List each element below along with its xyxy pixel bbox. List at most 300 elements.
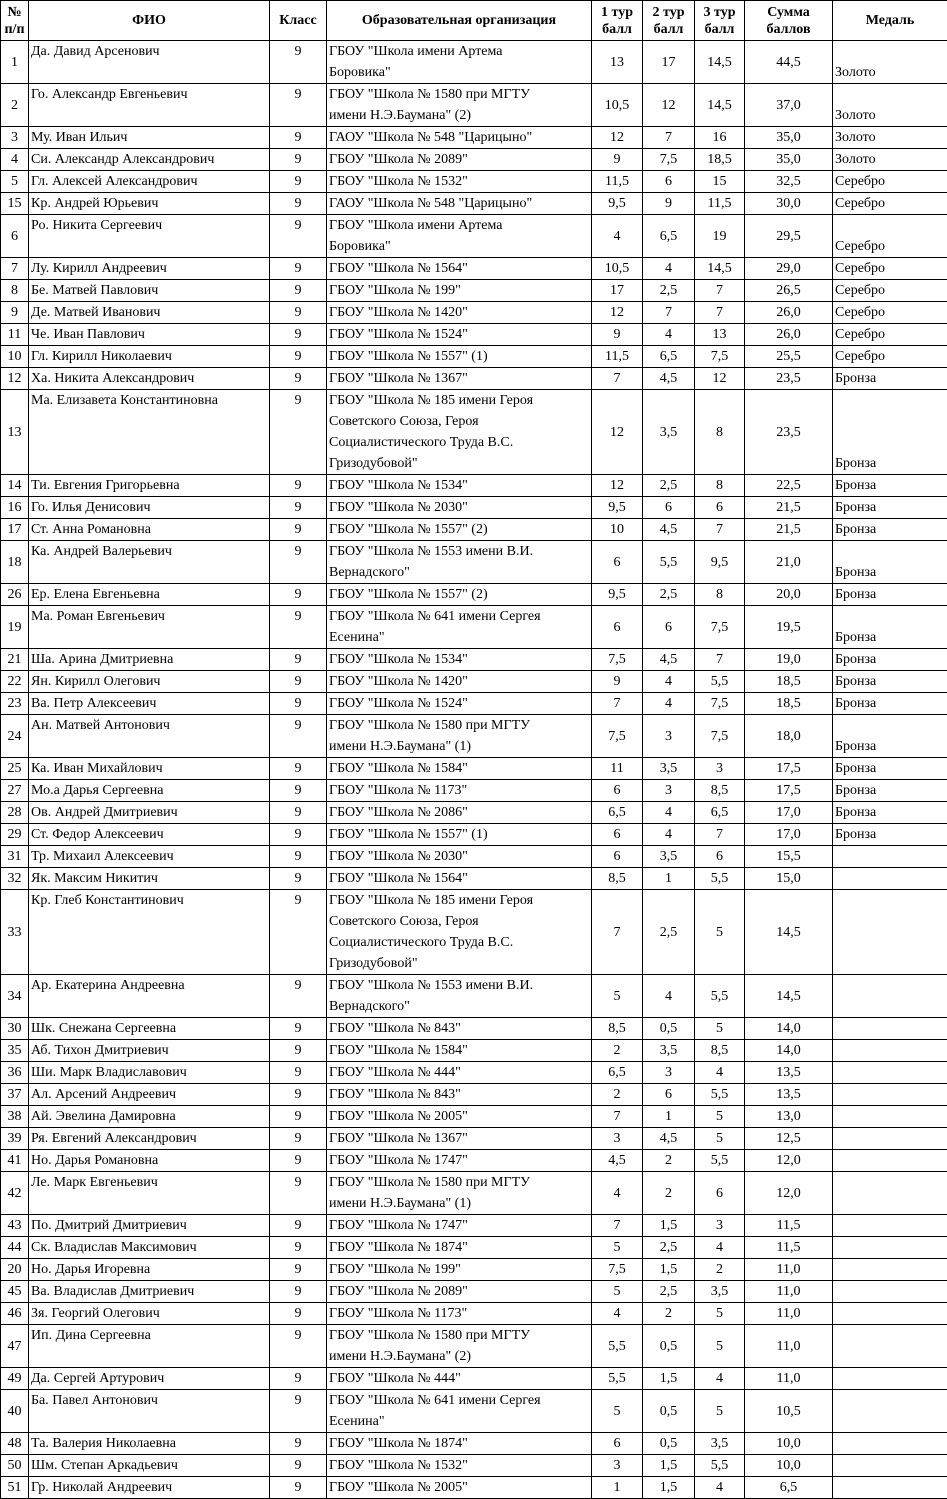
round-2-score: 6,5	[643, 215, 695, 258]
medal	[833, 1106, 947, 1128]
table-row	[1, 715, 947, 758]
table-row	[1, 890, 947, 975]
round-1-score: 7,5	[592, 649, 643, 671]
organization	[327, 475, 592, 497]
grade-class: 9	[270, 1062, 327, 1084]
organization-line: ГБОУ "Школа № 2086"	[329, 802, 589, 823]
medal	[833, 1433, 947, 1455]
grade-class: 9	[270, 368, 327, 390]
round-1-score: 4	[592, 1172, 643, 1215]
grade-class: 9	[270, 780, 327, 802]
round-1-score: 10	[592, 519, 643, 541]
table-row	[1, 671, 947, 693]
total-score: 10,0	[745, 1433, 833, 1455]
round-3-score: 5	[695, 1128, 745, 1150]
round-1-score: 5,5	[592, 1325, 643, 1368]
organization	[327, 890, 592, 975]
round-2-score: 0,5	[643, 1018, 695, 1040]
total-score: 11,5	[745, 1215, 833, 1237]
round-3-score: 5,5	[695, 975, 745, 1018]
organization	[327, 41, 592, 84]
round-1-score: 6	[592, 541, 643, 584]
round-2-score: 4	[643, 693, 695, 715]
grade-class: 9	[270, 1477, 327, 1499]
round-2-score: 6,5	[643, 346, 695, 368]
grade-class: 9	[270, 1259, 327, 1281]
table-row	[1, 390, 947, 475]
round-3-score: 7	[695, 302, 745, 324]
organization	[327, 846, 592, 868]
total-score: 18,5	[745, 671, 833, 693]
grade-class: 9	[270, 649, 327, 671]
medal: Бронза	[833, 824, 947, 846]
round-3-score: 3	[695, 758, 745, 780]
grade-class: 9	[270, 584, 327, 606]
round-1-score: 3	[592, 1455, 643, 1477]
round-2-score: 6	[643, 606, 695, 649]
medal	[833, 846, 947, 868]
total-score: 6,5	[745, 1477, 833, 1499]
table-row	[1, 1106, 947, 1128]
round-3-score: 7,5	[695, 715, 745, 758]
medal: Бронза	[833, 584, 947, 606]
row-number: 24	[1, 715, 29, 758]
row-number: 28	[1, 802, 29, 824]
row-number: 46	[1, 1303, 29, 1325]
grade-class: 9	[270, 324, 327, 346]
grade-class: 9	[270, 1325, 327, 1368]
organization-line: Социалистического Труда В.С.	[329, 432, 589, 453]
table-row	[1, 497, 947, 519]
student-name: Ти. Евгения Григорьевна	[29, 475, 270, 497]
table-row	[1, 1303, 947, 1325]
organization-line: ГБОУ "Школа № 1557" (1)	[329, 346, 589, 367]
row-number: 37	[1, 1084, 29, 1106]
table-row	[1, 324, 947, 346]
organization-line: ГБОУ "Школа № 1580 при МГТУ	[329, 1325, 589, 1346]
organization-line: ГБОУ "Школа № 2089"	[329, 149, 589, 170]
medal: Серебро	[833, 258, 947, 280]
table-row	[1, 258, 947, 280]
medal: Серебро	[833, 193, 947, 215]
row-number: 22	[1, 671, 29, 693]
medal: Серебро	[833, 346, 947, 368]
medal	[833, 1128, 947, 1150]
medal: Бронза	[833, 390, 947, 475]
table-row	[1, 693, 947, 715]
student-name: Мо.а Дарья Сергеевна	[29, 780, 270, 802]
grade-class: 9	[270, 541, 327, 584]
round-3-score: 8,5	[695, 1040, 745, 1062]
round-2-score: 6	[643, 171, 695, 193]
grade-class: 9	[270, 497, 327, 519]
round-1-score: 5	[592, 1237, 643, 1259]
row-number: 42	[1, 1172, 29, 1215]
grade-class: 9	[270, 127, 327, 149]
organization-line: имени Н.Э.Баумана" (1)	[329, 1193, 589, 1214]
total-score: 11,0	[745, 1303, 833, 1325]
grade-class: 9	[270, 1172, 327, 1215]
round-2-score: 4,5	[643, 519, 695, 541]
table-row	[1, 171, 947, 193]
medal: Бронза	[833, 497, 947, 519]
row-number: 30	[1, 1018, 29, 1040]
organization	[327, 606, 592, 649]
header-medal: Медаль	[833, 1, 947, 41]
round-2-score: 1,5	[643, 1259, 695, 1281]
round-1-score: 6	[592, 780, 643, 802]
row-number: 11	[1, 324, 29, 346]
round-2-score: 1	[643, 1106, 695, 1128]
table-row	[1, 280, 947, 302]
organization	[327, 390, 592, 475]
total-score: 11,5	[745, 1237, 833, 1259]
row-number: 8	[1, 280, 29, 302]
medal: Бронза	[833, 649, 947, 671]
organization	[327, 715, 592, 758]
medal: Бронза	[833, 715, 947, 758]
round-3-score: 6	[695, 846, 745, 868]
total-score: 23,5	[745, 390, 833, 475]
student-name: Кр. Глеб Константинович	[29, 890, 270, 975]
row-number: 25	[1, 758, 29, 780]
total-score: 20,0	[745, 584, 833, 606]
row-number: 45	[1, 1281, 29, 1303]
organization	[327, 280, 592, 302]
round-3-score: 15	[695, 171, 745, 193]
total-score: 26,0	[745, 302, 833, 324]
grade-class: 9	[270, 1368, 327, 1390]
header-organization: Образовательная организация	[327, 1, 592, 41]
medal: Бронза	[833, 802, 947, 824]
total-score: 19,0	[745, 649, 833, 671]
round-2-score: 9	[643, 193, 695, 215]
organization-line: ГБОУ "Школа № 1532"	[329, 171, 589, 192]
row-number: 41	[1, 1150, 29, 1172]
organization-line: ГБОУ "Школа № 843"	[329, 1084, 589, 1105]
student-name: Гл. Кирилл Николаевич	[29, 346, 270, 368]
row-number: 5	[1, 171, 29, 193]
organization	[327, 541, 592, 584]
medal: Серебро	[833, 280, 947, 302]
row-number: 35	[1, 1040, 29, 1062]
header-round-2: 2 тур балл	[643, 1, 695, 41]
organization-line: ГБОУ "Школа № 2005"	[329, 1106, 589, 1127]
grade-class: 9	[270, 1455, 327, 1477]
round-1-score: 5	[592, 1281, 643, 1303]
round-3-score: 13	[695, 324, 745, 346]
round-1-score: 8,5	[592, 868, 643, 890]
round-2-score: 2,5	[643, 280, 695, 302]
grade-class: 9	[270, 671, 327, 693]
table-row	[1, 1390, 947, 1433]
round-3-score: 5,5	[695, 868, 745, 890]
organization-line: ГБОУ "Школа № 1557" (2)	[329, 519, 589, 540]
total-score: 23,5	[745, 368, 833, 390]
round-1-score: 11,5	[592, 171, 643, 193]
round-2-score: 4	[643, 824, 695, 846]
round-3-score: 5	[695, 890, 745, 975]
row-number: 27	[1, 780, 29, 802]
round-1-score: 2	[592, 1084, 643, 1106]
medal: Бронза	[833, 758, 947, 780]
grade-class: 9	[270, 193, 327, 215]
row-number: 33	[1, 890, 29, 975]
organization	[327, 1237, 592, 1259]
round-2-score: 4,5	[643, 649, 695, 671]
round-2-score: 7,5	[643, 149, 695, 171]
grade-class: 9	[270, 846, 327, 868]
round-2-score: 2,5	[643, 584, 695, 606]
round-3-score: 8	[695, 475, 745, 497]
round-1-score: 5	[592, 1390, 643, 1433]
medal	[833, 1215, 947, 1237]
row-number: 48	[1, 1433, 29, 1455]
organization	[327, 824, 592, 846]
student-name: Ха. Никита Александрович	[29, 368, 270, 390]
round-3-score: 2	[695, 1259, 745, 1281]
student-name: Ай. Эвелина Дамировна	[29, 1106, 270, 1128]
total-score: 17,0	[745, 824, 833, 846]
total-score: 35,0	[745, 149, 833, 171]
organization-line: ГБОУ "Школа № 2005"	[329, 1477, 589, 1498]
organization-line: Гризодубовой"	[329, 953, 589, 974]
student-name: Зя. Георгий Олегович	[29, 1303, 270, 1325]
row-number: 14	[1, 475, 29, 497]
medal	[833, 1172, 947, 1215]
round-1-score: 7	[592, 890, 643, 975]
total-score: 22,5	[745, 475, 833, 497]
organization-line: ГБОУ "Школа № 1524"	[329, 693, 589, 714]
round-2-score: 4	[643, 258, 695, 280]
medal	[833, 1390, 947, 1433]
organization-line: ГБОУ "Школа № 199"	[329, 1259, 589, 1280]
organization-line: ГБОУ "Школа № 1584"	[329, 1040, 589, 1061]
round-2-score: 2,5	[643, 890, 695, 975]
round-1-score: 7	[592, 368, 643, 390]
medal: Бронза	[833, 780, 947, 802]
table-row	[1, 1325, 947, 1368]
table-row	[1, 84, 947, 127]
round-2-score: 1	[643, 868, 695, 890]
student-name: Ши. Марк Владиславович	[29, 1062, 270, 1084]
round-2-score: 7	[643, 127, 695, 149]
table-row	[1, 1084, 947, 1106]
total-score: 11,0	[745, 1281, 833, 1303]
medal	[833, 1018, 947, 1040]
round-3-score: 3,5	[695, 1433, 745, 1455]
round-2-score: 4	[643, 975, 695, 1018]
grade-class: 9	[270, 1433, 327, 1455]
row-number: 3	[1, 127, 29, 149]
organization	[327, 1368, 592, 1390]
row-number: 12	[1, 368, 29, 390]
grade-class: 9	[270, 41, 327, 84]
round-1-score: 6	[592, 846, 643, 868]
organization-line: ГБОУ "Школа № 1553 имени В.И.	[329, 541, 589, 562]
row-number: 17	[1, 519, 29, 541]
round-1-score: 4	[592, 215, 643, 258]
round-2-score: 4,5	[643, 1128, 695, 1150]
total-score: 18,0	[745, 715, 833, 758]
round-3-score: 5,5	[695, 671, 745, 693]
organization-line: ГАОУ "Школа № 548 "Царицыно"	[329, 193, 589, 214]
round-1-score: 11	[592, 758, 643, 780]
round-1-score: 4	[592, 1303, 643, 1325]
round-2-score: 2	[643, 1172, 695, 1215]
total-score: 17,5	[745, 780, 833, 802]
organization-line: ГБОУ "Школа № 843"	[329, 1018, 589, 1039]
total-score: 15,0	[745, 868, 833, 890]
row-number: 23	[1, 693, 29, 715]
round-2-score: 1,5	[643, 1215, 695, 1237]
organization-line: ГБОУ "Школа № 1420"	[329, 302, 589, 323]
organization-line: ГБОУ "Школа № 444"	[329, 1368, 589, 1389]
grade-class: 9	[270, 1215, 327, 1237]
round-2-score: 3	[643, 715, 695, 758]
medal	[833, 1455, 947, 1477]
round-3-score: 8	[695, 390, 745, 475]
round-3-score: 11,5	[695, 193, 745, 215]
student-name: Кр. Андрей Юрьевич	[29, 193, 270, 215]
table-row	[1, 149, 947, 171]
round-1-score: 9	[592, 671, 643, 693]
round-3-score: 5,5	[695, 1455, 745, 1477]
student-name: Но. Дарья Романовна	[29, 1150, 270, 1172]
total-score: 10,5	[745, 1390, 833, 1433]
organization-line: ГБОУ "Школа № 185 имени Героя	[329, 390, 589, 411]
round-3-score: 3,5	[695, 1281, 745, 1303]
round-2-score: 4,5	[643, 368, 695, 390]
organization	[327, 780, 592, 802]
round-2-score: 2	[643, 1150, 695, 1172]
table-row	[1, 802, 947, 824]
round-2-score: 17	[643, 41, 695, 84]
round-3-score: 7	[695, 649, 745, 671]
student-name: Та. Валерия Николаевна	[29, 1433, 270, 1455]
student-name: Ма. Елизавета Константиновна	[29, 390, 270, 475]
row-number: 51	[1, 1477, 29, 1499]
organization-line: ГБОУ "Школа № 1557" (1)	[329, 824, 589, 845]
student-name: Як. Максим Никитич	[29, 868, 270, 890]
student-name: Ле. Марк Евгеньевич	[29, 1172, 270, 1215]
organization	[327, 1433, 592, 1455]
total-score: 13,5	[745, 1062, 833, 1084]
organization	[327, 1215, 592, 1237]
total-score: 11,0	[745, 1368, 833, 1390]
student-name: Аб. Тихон Дмитриевич	[29, 1040, 270, 1062]
round-1-score: 5	[592, 975, 643, 1018]
student-name: Ва. Владислав Дмитриевич	[29, 1281, 270, 1303]
table-row	[1, 193, 947, 215]
round-2-score: 3,5	[643, 390, 695, 475]
row-number: 21	[1, 649, 29, 671]
total-score: 26,0	[745, 324, 833, 346]
row-number: 39	[1, 1128, 29, 1150]
grade-class: 9	[270, 215, 327, 258]
organization	[327, 1062, 592, 1084]
round-1-score: 9	[592, 324, 643, 346]
round-1-score: 3	[592, 1128, 643, 1150]
row-number: 16	[1, 497, 29, 519]
round-2-score: 6	[643, 1084, 695, 1106]
student-name: Ря. Евгений Александрович	[29, 1128, 270, 1150]
row-number: 31	[1, 846, 29, 868]
total-score: 13,0	[745, 1106, 833, 1128]
organization-line: ГБОУ "Школа № 444"	[329, 1062, 589, 1083]
total-score: 35,0	[745, 127, 833, 149]
round-2-score: 3,5	[643, 846, 695, 868]
organization-line: ГБОУ "Школа № 1173"	[329, 1303, 589, 1324]
student-name: Ро. Никита Сергеевич	[29, 215, 270, 258]
table-row	[1, 1368, 947, 1390]
row-number: 49	[1, 1368, 29, 1390]
round-2-score: 2,5	[643, 475, 695, 497]
grade-class: 9	[270, 824, 327, 846]
table-row	[1, 868, 947, 890]
organization	[327, 324, 592, 346]
table-row	[1, 1281, 947, 1303]
total-score: 14,5	[745, 975, 833, 1018]
total-score: 21,0	[745, 541, 833, 584]
table-row	[1, 1172, 947, 1215]
student-name: Си. Александр Александрович	[29, 149, 270, 171]
organization	[327, 215, 592, 258]
round-3-score: 7	[695, 519, 745, 541]
row-number: 50	[1, 1455, 29, 1477]
organization	[327, 149, 592, 171]
student-name: Да. Сергей Артурович	[29, 1368, 270, 1390]
round-1-score: 11,5	[592, 346, 643, 368]
round-1-score: 12	[592, 475, 643, 497]
round-3-score: 14,5	[695, 84, 745, 127]
organization-line: ГБОУ "Школа № 1874"	[329, 1433, 589, 1454]
organization-line: ГБОУ "Школа № 1564"	[329, 258, 589, 279]
organization-line: имени Н.Э.Баумана" (2)	[329, 105, 589, 126]
table-row	[1, 1215, 947, 1237]
round-1-score: 9,5	[592, 497, 643, 519]
grade-class: 9	[270, 1040, 327, 1062]
organization	[327, 346, 592, 368]
round-1-score: 13	[592, 41, 643, 84]
medal: Золото	[833, 41, 947, 84]
grade-class: 9	[270, 519, 327, 541]
total-score: 12,5	[745, 1128, 833, 1150]
student-name: Ва. Петр Алексеевич	[29, 693, 270, 715]
grade-class: 9	[270, 475, 327, 497]
student-name: Бе. Матвей Павлович	[29, 280, 270, 302]
grade-class: 9	[270, 1084, 327, 1106]
table-row	[1, 127, 947, 149]
organization	[327, 1106, 592, 1128]
student-name: Ба. Павел Антонович	[29, 1390, 270, 1433]
table-row	[1, 302, 947, 324]
table-row	[1, 1237, 947, 1259]
table-row	[1, 1128, 947, 1150]
grade-class: 9	[270, 1018, 327, 1040]
table-row	[1, 584, 947, 606]
round-1-score: 7,5	[592, 1259, 643, 1281]
round-1-score: 5,5	[592, 1368, 643, 1390]
medal: Бронза	[833, 671, 947, 693]
header-round-1: 1 тур балл	[592, 1, 643, 41]
round-3-score: 8	[695, 584, 745, 606]
organization-line: ГБОУ "Школа № 1534"	[329, 649, 589, 670]
organization	[327, 868, 592, 890]
header-class: Класс	[270, 1, 327, 41]
table-row	[1, 541, 947, 584]
row-number: 9	[1, 302, 29, 324]
